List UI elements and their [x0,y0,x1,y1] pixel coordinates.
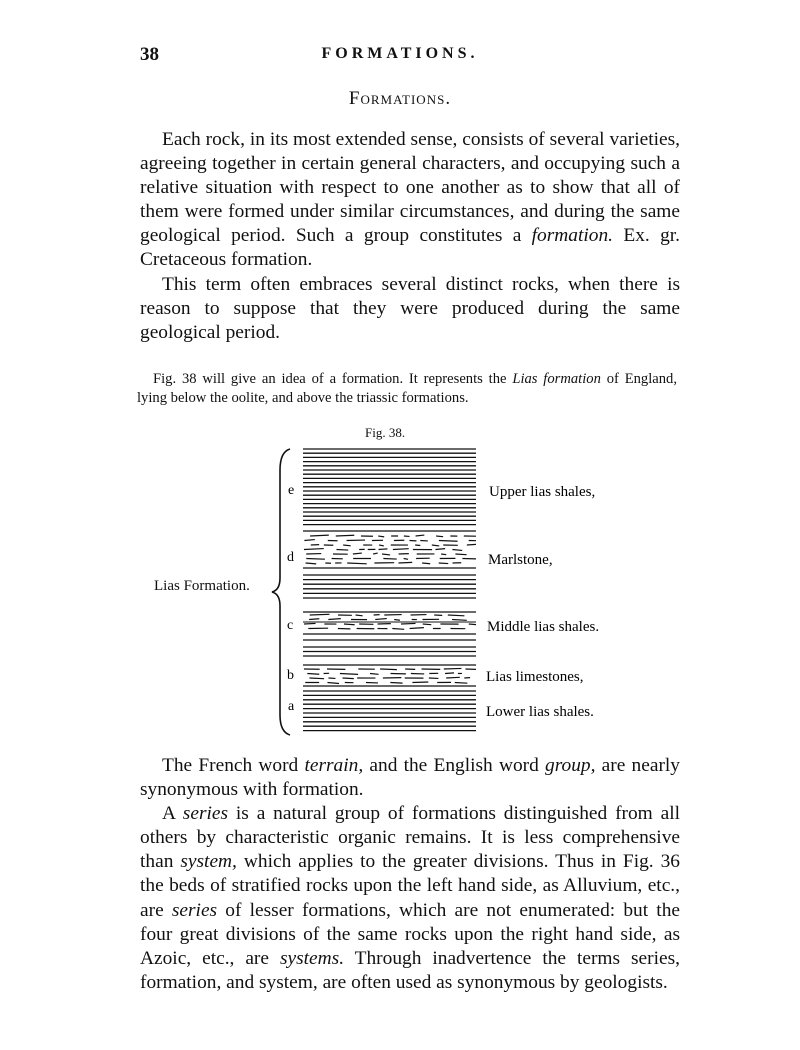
stratum-mark [343,545,350,546]
stratum-mark [340,674,358,675]
emphasis: system, [180,851,237,873]
stratum-mark [455,554,466,555]
text-run: The French word [162,755,305,776]
stratum-mark [379,545,384,546]
layer-name-b: Lias limestones, [486,669,584,685]
stratum-mark [304,549,324,550]
stratum-mark [347,563,367,564]
emphasis: series [182,803,229,825]
page-number: 38 [140,44,159,65]
emphasis: series [171,899,218,921]
stratum-mark [392,629,404,630]
text-run: Fig. 38 will give an idea of a formation. It represents the [153,371,513,387]
stratum-mark [304,540,314,541]
text-run: are nearly synonymous with formation. [140,755,680,801]
stratum-mark [328,619,340,620]
text-run: Through inadvertence the terms series, formation, and system, are often used as synonymous by geologists. [140,947,681,993]
layer-name-a: Lower lias shales. [486,704,594,720]
stratum-mark [370,674,379,675]
text-run: of lesser formations, which are not enumerated: but the four great divisions of the same rocks upon the right hand side, as Azoic, etc., are [140,899,680,969]
stratum-mark [452,550,462,551]
stratum-mark [310,614,330,615]
running-title: FORMATIONS. [321,45,479,62]
stratum-mark [436,536,443,537]
stratum-mark [307,674,319,675]
stratum-mark [439,563,449,564]
stratum-mark [401,623,415,624]
stratum-mark [432,545,439,546]
stratum-mark [343,678,354,679]
stratum-mark [393,549,409,550]
stratum-mark [306,559,325,560]
stratum-mark [373,553,378,554]
emphasis: terrain, [304,755,364,776]
stratum-mark [336,535,354,536]
text-run: is a natural group of formations distinguished from all others by characteristic organic remains. It is less comprehensive than [140,803,681,873]
stratum-mark [304,623,316,624]
stratum-mark [383,559,396,560]
layer-letter-c: c [287,618,294,633]
text-run: and the English word [363,755,545,776]
stratum-mark [309,619,319,620]
stratum-mark [327,683,339,684]
stratum-mark [379,549,388,550]
stratum-mark [306,563,317,564]
stratum-mark [344,624,355,625]
layer-letter-d: d [287,550,294,565]
stratum-mark [404,559,408,560]
emphasis: group, [545,755,596,776]
stratum-mark [435,549,445,550]
stratum-mark [469,624,476,625]
section-title: Formations. [348,88,452,109]
paragraph: This term often embraces several distinct rocks, when there is reason to suppose that they were produced during the same geological period. [140,273,680,343]
stratum-mark [448,615,465,616]
stratum-mark [309,678,324,679]
text-run: Each rock, in its most extended sense, consists of several varieties, agreeing together in certain general characters, and occupying such a relative situation with respect to one another as to show that all of them were formed under similar circumstances, and during the same geological period. Such a group constitutes a [140,129,680,247]
layer-letter-a: a [288,699,295,714]
paragraph [140,754,680,802]
stratum-mark [394,620,400,621]
stratum-mark [455,683,468,684]
emphasis: formation. [531,225,614,247]
stratum-mark [410,628,424,629]
stratum-mark [422,563,430,564]
stratum-mark [467,544,476,545]
limestone-marks [304,535,476,683]
stratum-mark [441,554,446,555]
text-run: which applies to the greater divisions. Thus in Fig. 36 the beds of stratified rocks upon the left hand side, as Alluvium, etc., are [140,851,680,921]
emphasis: systems. [279,947,345,969]
paragraph [140,802,680,995]
stratum-mark [310,535,329,536]
stratum-mark [444,668,462,669]
strata-lines [303,449,476,731]
emphasis: Lias formation [512,371,601,387]
stratum-mark [412,682,428,683]
stratum-mark [416,535,425,536]
stratum-mark [380,669,397,670]
stratum-mark [445,673,454,674]
layer-name-d: Marlstone, [488,552,553,568]
text-run: Ex. gr. Cretaceous formation. [140,225,681,271]
stratum-mark [336,550,348,551]
layer-letter-b: b [287,668,294,683]
stratum-mark [382,554,390,555]
layer-letter-e: e [288,483,295,498]
stratum-mark [446,677,460,678]
stratum-mark [452,620,467,621]
stratum-mark [390,683,402,684]
stratum-mark [378,536,384,537]
stratum-mark [375,619,387,620]
text-run: of England, lying below the oolite, and above the triassic formations. [137,371,677,406]
paragraph-series-system [140,754,680,995]
layer-name-e: Upper lias shales, [489,484,596,500]
stratum-mark [356,615,363,616]
stratum-mark [399,562,413,563]
stratum-mark [423,624,432,625]
bracket-label: Lias Formation. [154,578,250,594]
text-run: A [162,803,183,825]
layer-name-c: Middle lias shales. [487,619,600,635]
stratum-mark [353,553,362,554]
figure-label: Fig. 38. [365,425,406,440]
stratum-mark [439,541,458,542]
